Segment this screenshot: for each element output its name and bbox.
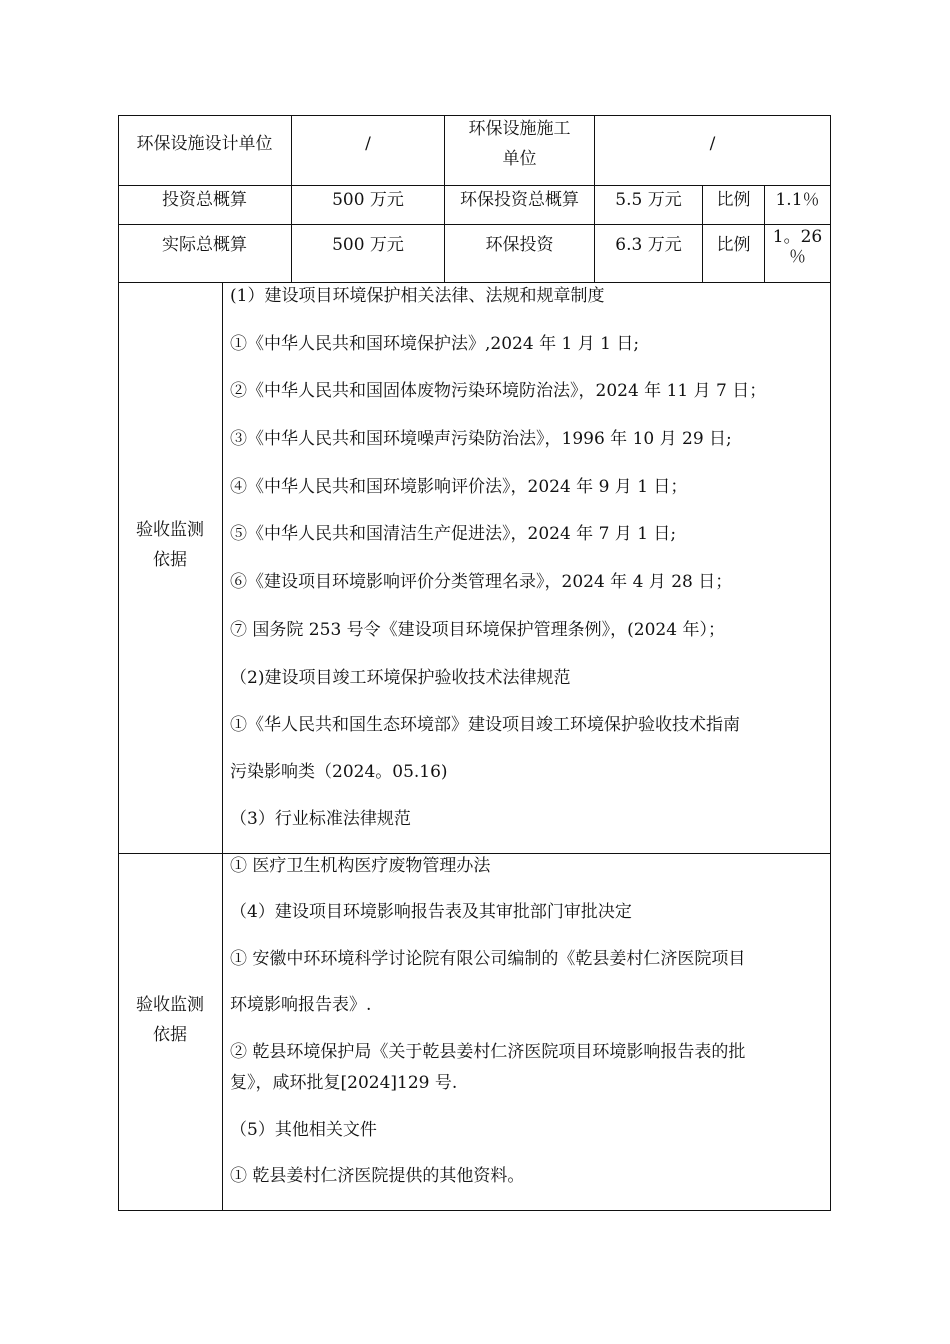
env-invest-value: 6.3 万元 — [615, 235, 682, 255]
ratio-label: 比例 — [716, 235, 751, 255]
design-unit-label: 环保设施设计单位 — [136, 134, 273, 154]
ratio-value-line2: ％ — [789, 247, 806, 267]
basis-line: ⑤《中华人民共和国清洁生产促进法》，2024 年 7 月 1 日; — [230, 524, 677, 544]
basis-line: 复》，咸环批复[2024]129 号. — [230, 1073, 458, 1093]
actual-total-value: 500 万元 — [332, 235, 404, 255]
ratio-value — [765, 225, 830, 269]
basis-line: ① 医疗卫生机构医疗废物管理办法 — [230, 856, 491, 876]
basis-line: 环境影响报告表》. — [230, 995, 372, 1015]
basis-line: ①《中华人民共和国环境保护法》,2024 年 1 月 1 日; — [230, 334, 640, 354]
table-border-right — [830, 115, 831, 1211]
section1-label-line1: 验收监测 — [136, 520, 204, 540]
section2-label-line1: 验收监测 — [136, 995, 204, 1015]
row-divider — [118, 224, 831, 225]
basis-line: ① 乾县姜村仁济医院提供的其他资料。 — [230, 1166, 525, 1186]
basis-line: ② 乾县环境保护局《关于乾县姜村仁济医院项目环境影响报告表的批 — [230, 1042, 746, 1062]
basis-line: （5）其他相关文件 — [230, 1120, 377, 1140]
ratio-value: 1.1％ — [775, 190, 820, 210]
env-budget-value: 5.5 万元 — [615, 190, 682, 210]
basis-line: （3）行业标准法律规范 — [230, 809, 411, 829]
col-divider — [222, 282, 223, 1211]
design-unit-value: / — [365, 134, 371, 154]
basis-line: 污染影响类（2024。05.16) — [230, 762, 448, 782]
basis-line: ②《中华人民共和国固体废物污染环境防治法》，2024 年 11 月 7 日； — [230, 381, 767, 401]
basis-line: (1）建设项目环境保护相关法律、法规和规章制度 — [230, 286, 605, 306]
actual-total-label: 实际总概算 — [162, 235, 247, 255]
section1-label-line2: 依据 — [153, 550, 187, 570]
table-border-bottom — [118, 1210, 831, 1211]
construction-unit-label — [445, 115, 594, 173]
total-budget-label: 投资总概算 — [162, 190, 247, 210]
basis-line: （2)建设项目竣工环境保护验收技术法律规范 — [230, 668, 571, 688]
ratio-value-line1: 1。26 — [772, 227, 823, 247]
section2-label — [118, 990, 222, 1050]
construction-unit-label-line2: 单位 — [502, 149, 537, 169]
basis-line: （4）建设项目环境影响报告表及其审批部门审批决定 — [230, 902, 632, 922]
basis-line: ④《中华人民共和国环境影响评价法》，2024 年 9 月 1 日； — [230, 477, 688, 497]
section2-label-line2: 依据 — [153, 1025, 187, 1045]
section1-label — [118, 515, 222, 575]
basis-line: ① 安徽中环环境科学讨论院有限公司编制的《乾县姜村仁济医院项目 — [230, 949, 746, 969]
basis-line: ⑦ 国务院 253 号令《建设项目环境保护管理条例》，(2024 年）； — [230, 620, 725, 640]
basis-line: ③《中华人民共和国环境噪声污染防治法》，1996 年 10 月 29 日; — [230, 429, 732, 449]
basis-line: ①《华人民共和国生态环境部》建设项目竣工环境保护验收技术指南 — [230, 715, 740, 735]
construction-unit-label-line1: 环保设施施工 — [468, 119, 571, 139]
total-budget-value: 500 万元 — [332, 190, 404, 210]
env-invest-label: 环保投资 — [485, 235, 554, 255]
ratio-label: 比例 — [716, 190, 751, 210]
basis-line: ⑥《建设项目环境影响评价分类管理名录》，2024 年 4 月 28 日； — [230, 572, 733, 592]
env-budget-label: 环保投资总概算 — [460, 190, 579, 210]
construction-unit-value: / — [709, 134, 716, 154]
